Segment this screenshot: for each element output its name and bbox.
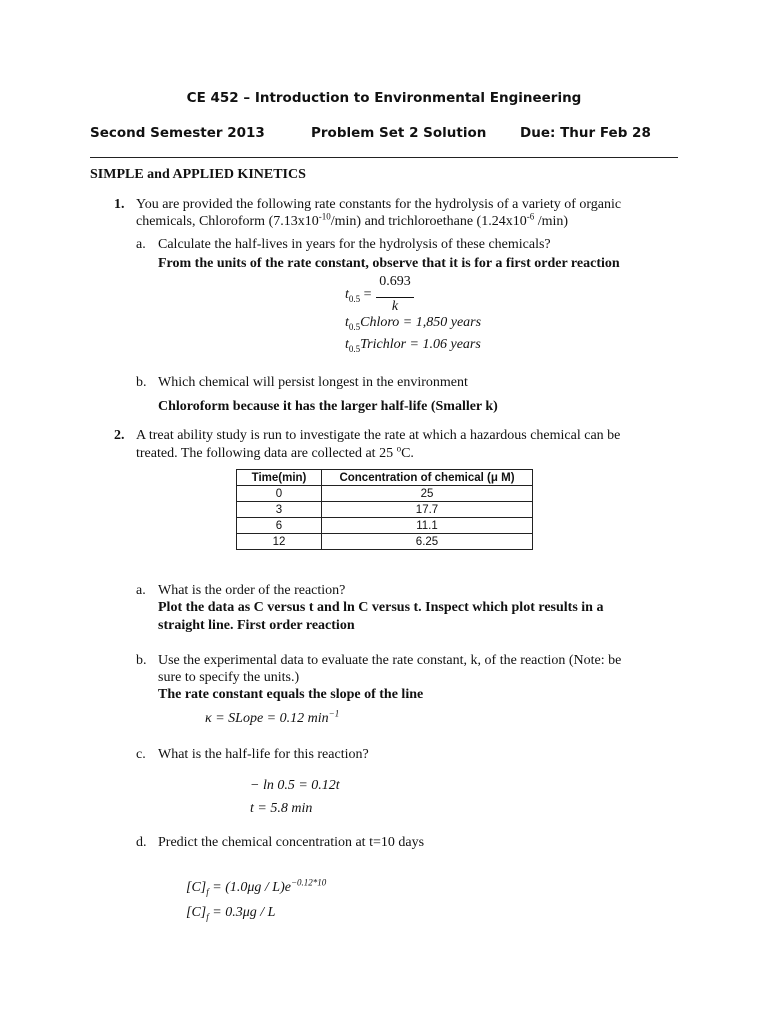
table-cell-concentration: 11.1 [322, 518, 533, 534]
table-cell-time: 6 [237, 518, 322, 534]
fraction-bar [376, 297, 414, 298]
q1-text-line2: chemicals, Chloroform $(7.13x10^{-10}/\min)$ and trichloroethane ($1.24x10^{-6}$ /min) [136, 211, 569, 229]
q1a-label: a. [136, 237, 146, 252]
table-cell-time: 12 [237, 534, 322, 550]
semester-label: Second Semester 2013 [90, 125, 265, 141]
final-concentration-eq-line1: $[C]_f = (1.0\mu g / L)e^{-0.12*10}$ [186, 877, 327, 897]
problem-set-label: Problem Set 2 Solution [311, 125, 487, 141]
course-title: CE 452 – Introduction to Environmental Engineering [186, 90, 582, 106]
section-title: SIMPLE and APPLIED KINETICS [90, 167, 306, 182]
q2a-question: What is the order of the reaction? [158, 583, 346, 598]
final-concentration-eq-line2: $[C]_f = 0.3\mu g / L$ [186, 905, 276, 922]
q2b-question-line2: sure to specify the units.) [158, 670, 300, 685]
half-life-denominator: k [391, 299, 399, 314]
q1-number: 1. [114, 197, 125, 212]
table-row [237, 486, 533, 502]
table-row [237, 502, 533, 518]
table-cell-concentration: 25 [322, 486, 533, 502]
q1b-label: b. [136, 375, 147, 390]
q2-number: 2. [114, 428, 125, 443]
q1b-question: Which chemical will persist longest in the environment [158, 375, 468, 390]
table-header-row [237, 470, 533, 486]
q2c-question: What is the half-life for this reaction? [158, 747, 369, 762]
table-cell-time: 3 [237, 502, 322, 518]
table-header-concentration: Concentration of chemical (μ M) [322, 470, 533, 486]
q1-text-line1: You are provided the following rate constants for the hydrolysis of a variety of organic [136, 197, 622, 212]
table-cell-concentration: 6.25 [322, 534, 533, 550]
rate-constant-eq: κ = SLope = 0.12 $\min^{-1}$ [205, 708, 340, 726]
table-row [237, 534, 533, 550]
q2d-question: Predict the chemical concentration at t=10 days [158, 835, 425, 850]
header-divider [90, 157, 678, 158]
half-life-lhs: $t_{0.5}$ = [345, 287, 372, 304]
q2c-label: c. [136, 747, 146, 762]
table-row [237, 518, 533, 534]
q2-text-line2: treated. The following data are collected at 25 $^o$C. [136, 443, 414, 461]
due-date-label: Due: Thur Feb 28 [520, 125, 651, 141]
concentration-data-table [236, 469, 533, 550]
table-header-time: Time(min) [237, 470, 322, 486]
half-life-numerator: 0.693 [379, 274, 411, 289]
q1a-question: Calculate the half-lives in years for the hydrolysis of these chemicals? [158, 237, 551, 252]
half-life-eq-line1: − ln 0.5 = 0.12t [250, 778, 340, 793]
q2d-label: d. [136, 835, 147, 850]
q2a-answer-line1: Plot the data as C versus t and ln C versus t. Inspect which plot results in a [158, 600, 604, 615]
q2b-question-line1: Use the experimental data to evaluate the rate constant, k, of the reaction (Note: be [158, 653, 622, 668]
chloro-half-life-eq: $t_{0.5}Chloro = 1,850$ years [345, 315, 482, 332]
half-life-eq-line2: t = 5.8 min [250, 801, 313, 816]
q2a-label: a. [136, 583, 146, 598]
q1b-answer: Chloroform because it has the larger half-life (Smaller k) [158, 399, 498, 414]
q2-text-line1: A treat ability study is run to investigate the rate at which a hazardous chemical can be [136, 428, 621, 443]
q2a-answer-line2: straight line. First order reaction [158, 618, 355, 633]
table-cell-time: 0 [237, 486, 322, 502]
trichlor-half-life-eq: $t_{0.5}Trichlor = 1.06$ years [345, 337, 481, 354]
q2b-label: b. [136, 653, 147, 668]
table-cell-concentration: 17.7 [322, 502, 533, 518]
q2b-answer: The rate constant equals the slope of the line [158, 687, 424, 702]
q1a-answer: From the units of the rate constant, observe that it is for a first order reaction [158, 256, 620, 271]
